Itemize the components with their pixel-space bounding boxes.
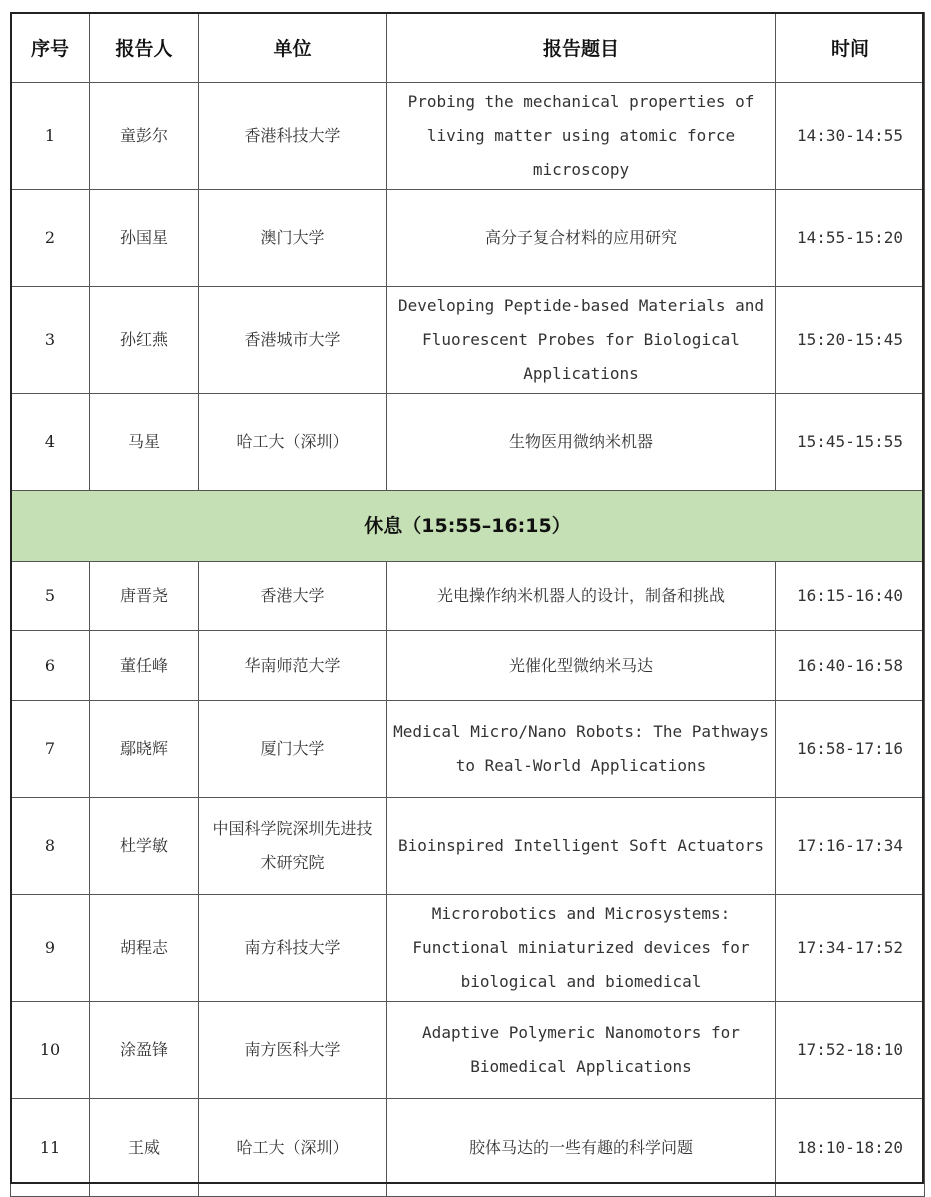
row-org: 华南师范大学 bbox=[199, 631, 387, 701]
table-row bbox=[11, 287, 925, 394]
row-time: 14:30-14:55 bbox=[776, 83, 925, 190]
row-time: 17:16-17:34 bbox=[776, 798, 925, 895]
header-time: 时间 bbox=[776, 13, 925, 83]
row-speaker: 童彭尔 bbox=[90, 83, 199, 190]
row-title: 光催化型微纳米马达 bbox=[387, 631, 776, 701]
header-num: 序号 bbox=[11, 13, 90, 83]
row-time: 15:45-15:55 bbox=[776, 394, 925, 491]
table-row bbox=[11, 83, 925, 190]
row-num: 4 bbox=[11, 394, 90, 491]
row-time: 14:55-15:20 bbox=[776, 190, 925, 287]
row-org: 香港大学 bbox=[199, 562, 387, 631]
header-row bbox=[11, 13, 925, 83]
row-title: Medical Micro/Nano Robots: The Pathways to Real-World Applications bbox=[387, 701, 776, 798]
row-org: 哈工大（深圳） bbox=[199, 1099, 387, 1197]
row-title: 生物医用微纳米机器 bbox=[387, 394, 776, 491]
row-num: 2 bbox=[11, 190, 90, 287]
row-num: 9 bbox=[11, 895, 90, 1002]
row-org: 哈工大（深圳） bbox=[199, 394, 387, 491]
row-org: 香港科技大学 bbox=[199, 83, 387, 190]
row-time: 16:40-16:58 bbox=[776, 631, 925, 701]
table-row bbox=[11, 895, 925, 1002]
row-time: 16:15-16:40 bbox=[776, 562, 925, 631]
row-num: 5 bbox=[11, 562, 90, 631]
table-row bbox=[11, 562, 925, 631]
row-speaker: 马星 bbox=[90, 394, 199, 491]
row-org: 厦门大学 bbox=[199, 701, 387, 798]
header-org: 单位 bbox=[199, 13, 387, 83]
row-speaker: 孙红燕 bbox=[90, 287, 199, 394]
header-title: 报告题目 bbox=[387, 13, 776, 83]
row-time: 15:20-15:45 bbox=[776, 287, 925, 394]
row-speaker: 王威 bbox=[90, 1099, 199, 1197]
row-speaker: 鄢晓辉 bbox=[90, 701, 199, 798]
row-num: 3 bbox=[11, 287, 90, 394]
row-org: 中国科学院深圳先进技术研究院 bbox=[199, 798, 387, 895]
schedule-table bbox=[10, 12, 925, 1197]
row-title: 光电操作纳米机器人的设计，制备和挑战 bbox=[387, 562, 776, 631]
row-time: 17:52-18:10 bbox=[776, 1002, 925, 1099]
row-time: 18:10-18:20 bbox=[776, 1099, 925, 1197]
row-title: Developing Peptide-based Materials and Fluorescent Probes for Biological Applications bbox=[387, 287, 776, 394]
row-num: 10 bbox=[11, 1002, 90, 1099]
row-time: 17:34-17:52 bbox=[776, 895, 925, 1002]
row-org: 香港城市大学 bbox=[199, 287, 387, 394]
row-speaker: 唐晋尧 bbox=[90, 562, 199, 631]
row-title: 胶体马达的一些有趣的科学问题 bbox=[387, 1099, 776, 1197]
row-title: Bioinspired Intelligent Soft Actuators bbox=[387, 798, 776, 895]
row-org: 澳门大学 bbox=[199, 190, 387, 287]
row-num: 11 bbox=[11, 1099, 90, 1197]
row-org: 南方科技大学 bbox=[199, 895, 387, 1002]
table-row bbox=[11, 798, 925, 895]
break-row bbox=[11, 491, 925, 562]
table-row bbox=[11, 1099, 925, 1197]
table-row bbox=[11, 1002, 925, 1099]
table-row bbox=[11, 394, 925, 491]
row-title: Microrobotics and Microsystems: Functional miniaturized devices for biological and biomedical bbox=[387, 895, 776, 1002]
row-title: 高分子复合材料的应用研究 bbox=[387, 190, 776, 287]
header-speaker: 报告人 bbox=[90, 13, 199, 83]
row-num: 6 bbox=[11, 631, 90, 701]
row-title: Adaptive Polymeric Nanomotors for Biomedical Applications bbox=[387, 1002, 776, 1099]
break-label: 休息（15:55–16:15） bbox=[11, 491, 925, 562]
row-num: 8 bbox=[11, 798, 90, 895]
row-num: 1 bbox=[11, 83, 90, 190]
table-row bbox=[11, 701, 925, 798]
row-speaker: 董任峰 bbox=[90, 631, 199, 701]
row-title: Probing the mechanical properties of living matter using atomic force microscopy bbox=[387, 83, 776, 190]
row-org: 南方医科大学 bbox=[199, 1002, 387, 1099]
row-time: 16:58-17:16 bbox=[776, 701, 925, 798]
row-speaker: 杜学敏 bbox=[90, 798, 199, 895]
row-speaker: 涂盈锋 bbox=[90, 1002, 199, 1099]
table-row bbox=[11, 190, 925, 287]
row-speaker: 胡程志 bbox=[90, 895, 199, 1002]
table-row bbox=[11, 631, 925, 701]
row-num: 7 bbox=[11, 701, 90, 798]
row-speaker: 孙国星 bbox=[90, 190, 199, 287]
